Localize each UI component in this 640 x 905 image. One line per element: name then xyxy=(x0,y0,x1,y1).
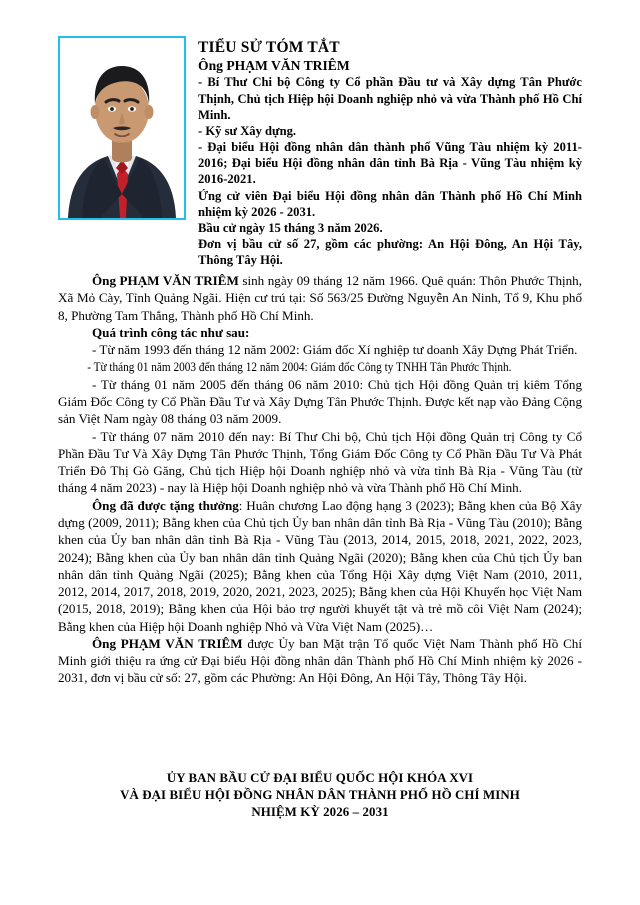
document-title: TIỂU SỬ TÓM TẮT xyxy=(198,39,340,56)
summary-block xyxy=(198,36,582,268)
footer-line-committee: ỦY BAN BẦU CỬ ĐẠI BIỂU QUỐC HỘI KHÓA XVI xyxy=(166,771,474,785)
nomination-paragraph-lead: Ông PHẠM VĂN TRIÊM xyxy=(92,635,243,651)
candidate-portrait-photo xyxy=(58,36,186,220)
career-heading xyxy=(58,324,582,341)
body-content xyxy=(58,272,582,687)
awards-paragraph-lead: Ông đã được tặng thưởng xyxy=(92,497,239,513)
subject-name: Ông PHẠM VĂN TRIÊM xyxy=(198,58,350,74)
summary-line-previous-terms: - Đại biểu Hội đồng nhân dân thành phố Vũng Tàu nhiệm kỳ 2011-2016; Đại biểu Hội đồng nhân dân tỉnh Bà Rịa - Vũng Tàu nhiệm kỳ 2016-2021. xyxy=(198,140,582,187)
summary-line-constituency: Đơn vị bầu cử số 27, gồm các phường: An Hội Đông, An Hội Tây, Thông Tây Hội. xyxy=(198,237,582,268)
summary-line-position: - Bí Thư Chi bộ Công ty Cổ phần Đầu tư và Xây dựng Tân Phước Thịnh, Chủ tịch Hiệp hội Doanh nghiệp nhỏ và vừa Thành phố Hồ Chí Minh. xyxy=(198,75,582,122)
summary-line-profession: - Kỹ sư Xây dựng. xyxy=(198,123,297,138)
career-item-1: - Từ năm 1993 đến tháng 12 năm 2002: Giám đốc Xí nghiệp tư doanh Xây Dựng Phát Triển. xyxy=(92,342,578,358)
footer-line-term: NHIỆM KỲ 2026 – 2031 xyxy=(251,805,389,820)
paragraph-birth-residence xyxy=(58,272,582,324)
portrait-illustration xyxy=(60,38,184,218)
nomination-paragraph-rest: được Ủy ban Mặt trận Tổ quốc Việt Nam Thành phố Hồ Chí Minh giới thiệu ra ứng cử Đại biểu Hội đồng nhân dân Thành phố Hồ Chí Minh nhiệm kỳ 2026 - 2031, đơn vị bầu cử số: 27, gồm các Phường: An Hội Đông, An Hội Tây, Thông Tây Hội. xyxy=(58,635,582,686)
footer-block xyxy=(58,770,582,821)
paragraph-nomination xyxy=(58,635,582,687)
summary-line-candidacy: Ứng cử viên Đại biểu Hội đồng nhân dân Thành phố Hồ Chí Minh nhiệm kỳ 2026 - 2031. xyxy=(198,188,582,219)
awards-paragraph-rest: : Huân chương Lao động hạng 3 (2023); Bằng khen của Bộ Xây dựng (2009, 2011); Bằng khen của Chủ tịch Ủy ban nhân dân tỉnh Bà Rịa - Vũng Tàu (2010); Bằng khen của Ủy ban nhân dân tỉnh Bà Rịa - Vũng Tàu (2013, 2014, 2015, 2018, 2021, 2022, 2023, 2024); Bằng khen của Ủy ban nhân dân tỉnh Quảng Ngãi (2020); Bằng khen của Chủ tịch Ủy ban nhân dân tỉnh Quảng Ngãi (2025); Bằng khen của Tổng Hội Xây dựng Việt Nam (2010, 2011, 2012, 2014, 2017, 2018, 2019, 2020, 2021, 2023, 2025); Bằng khen của Hội Khuyến học Việt Nam (2015, 2018, 2019); Bằng khen của Hội bảo trợ người khuyết tật và trẻ mồ côi Việt Nam (2024); Bằng khen của Hiệp hội Doanh nghiệp Nhỏ và Vừa Việt Nam (2025)… xyxy=(58,497,582,634)
birth-paragraph-rest: sinh ngày 09 tháng 12 năm 1966. Quê quán: Thôn Phước Thịnh, Xã Mỏ Cày, Tỉnh Quảng Ngãi. Hiện cư trú tại: Số 563/25 Đường Nguyễn An Ninh, Tổ 9, Khu phố 8, Phường Tam Thắng, Thành phố Hồ Chí Minh. xyxy=(58,273,582,323)
career-heading-label: Quá trình công tác như sau: xyxy=(92,324,250,340)
birth-paragraph-lead: Ông PHẠM VĂN TRIÊM xyxy=(92,273,239,288)
career-item-4: - Từ tháng 07 năm 2010 đến nay: Bí Thư Chi bộ, Chủ tịch Hội đồng Quản trị Công ty Cổ Phần Đầu Tư Và Xây Dựng Tân Phước Thịnh, Tổng Giám Đốc Công ty Cổ Phần Đầu Tư Và Phát Triển Đô Thị Gò Găng, Chủ tịch Hiệp hội Doanh nghiệp nhỏ và vừa tỉnh Bà Rịa - Vũng Tàu (từ tháng 4 năm 2023) - nay là Hiệp hội Doanh nghiệp nhỏ và vừa Thành phố Hồ Chí Minh. xyxy=(58,428,582,496)
portrait-container xyxy=(58,36,186,220)
career-item-3: - Từ tháng 01 năm 2005 đến tháng 06 năm 2010: Chủ tịch Hội đồng Quản trị kiêm Tổng Giám Đốc Công ty Cổ Phần Đầu Tư và Xây Dựng Tân Phước Thịnh. Được kết nạp vào Đảng Cộng sản Việt Nam ngày 08 tháng 03 năm 2009. xyxy=(58,376,582,427)
footer-line-council: VÀ ĐẠI BIỂU HỘI ĐỒNG NHÂN DÂN THÀNH PHỐ HỒ CHÍ MINH xyxy=(120,788,520,803)
summary-line-election-date: Bầu cử ngày 15 tháng 3 năm 2026. xyxy=(198,220,383,235)
career-item-2: - Từ tháng 01 năm 2003 đến tháng 12 năm 2004: Giám đốc Công ty TNHH Tân Phước Thịnh. xyxy=(87,359,512,375)
header-block xyxy=(58,36,582,268)
paragraph-awards xyxy=(58,497,582,635)
